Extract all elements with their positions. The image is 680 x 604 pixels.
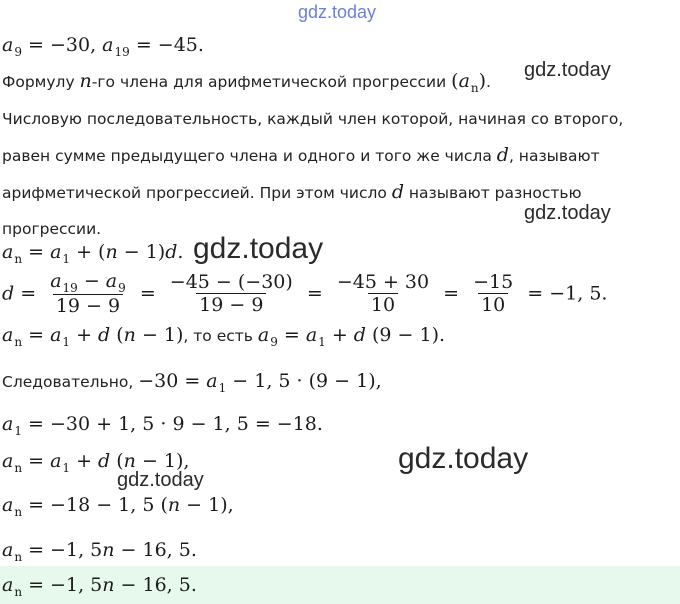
given-a9: −30 xyxy=(49,34,91,56)
watermark-big-2: gdz.today xyxy=(398,442,529,475)
given-a19: −45 xyxy=(157,34,198,56)
fraction-3: $\frac{-45 + 30}{10}$ xyxy=(336,271,430,316)
fraction-2: $\frac{-45 - (-30)}{19 - 9}$ xyxy=(169,271,293,316)
definition-line-4: арифметической прогрессией. При этом число d называют разностью xyxy=(2,181,582,203)
watermark-top: gdz.today xyxy=(298,2,377,22)
step-a1-value: $a_1 = -30 + 1$, 5 · 9 − 1, 5 = −18. xyxy=(2,413,323,438)
watermark-right-2: gdz.today xyxy=(524,202,611,224)
step-substituted: $a_n = -18 - 1$, 5 (n − 1), xyxy=(2,494,234,519)
difference-result: −1, 5. xyxy=(549,282,608,305)
definition-line-2: Числовую последовательность, каждый член которой, начиная со второго, xyxy=(2,110,624,128)
given-values: $a_9 = -30$, $a_{19} = -45$. xyxy=(2,34,204,59)
difference-computation: d = $\frac{a_{19} - a_9}{19 - 9}$ = $\frac{-45 - (-30)}{19 - 9}$ = $\frac{-45 + 30}{10}$ = $\frac{-15}{10}$ = −1, 5. xyxy=(2,270,608,317)
watermark-big-1: gdz.today xyxy=(193,232,324,265)
formula-nth-term: $a_n = a_1 + (n - 1)d$. xyxy=(2,241,184,266)
watermark-small: gdz.today xyxy=(117,469,204,491)
step-simplified: $a_n = -1$, 5n − 16, 5. xyxy=(2,539,197,564)
step-a9-substitution: $a_n = a_1 + d$ (n − 1), то есть $a_9 = a_1 + d$ (9 − 1). xyxy=(2,324,446,349)
definition-line-3: равен сумме предыдущего члена и одного и того же числа d, называют xyxy=(2,144,600,166)
step-general-formula: $a_n = a_1 + d$ (n − 1), xyxy=(2,450,190,475)
definition-line-1: Формулу n-го члена для арифметической прогрессии $(a_n)$. xyxy=(2,70,491,95)
definition-paragraph xyxy=(2,63,672,247)
answer-final: $a_n = -1$, 5n − 16, 5. xyxy=(2,574,197,599)
fraction-4: $\frac{-15}{10}$ xyxy=(473,271,514,316)
step-consequently: Следовательно, $-30 = a_1 - 1$, 5 · (9 − 1), xyxy=(2,370,382,395)
fraction-1: $\frac{a_{19} - a_9}{19 - 9}$ xyxy=(50,270,126,317)
watermark-right-1: gdz.today xyxy=(524,59,611,81)
definition-line-5: прогрессии. xyxy=(2,220,102,238)
